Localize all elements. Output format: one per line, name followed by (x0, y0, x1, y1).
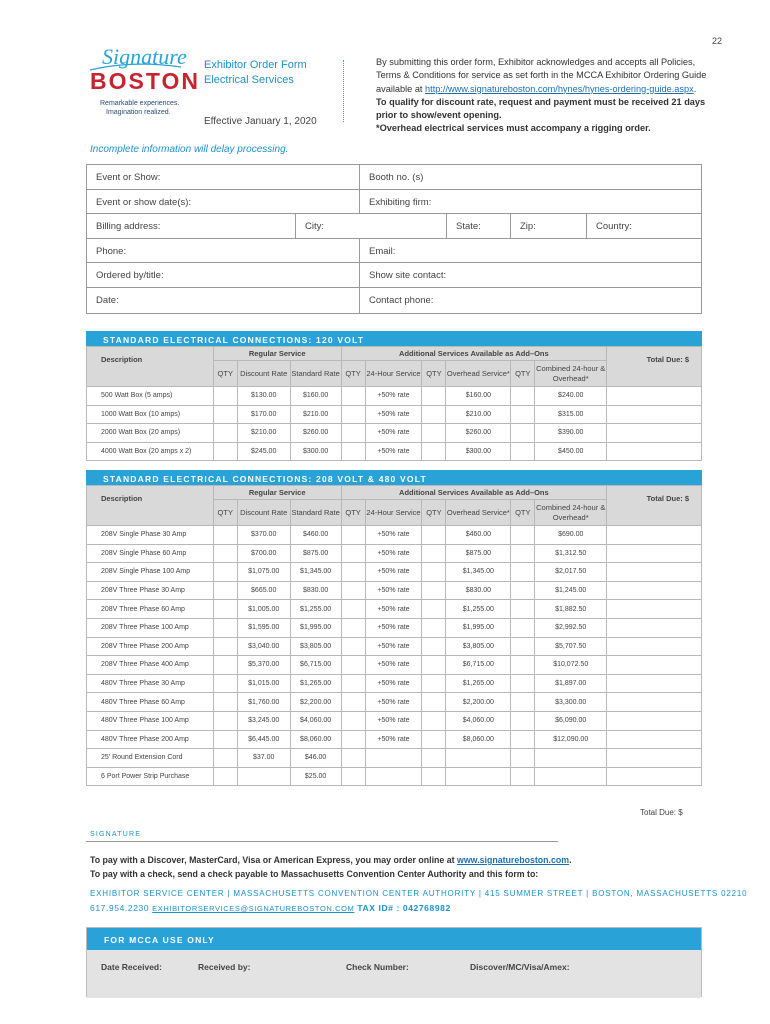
qty-combined-input[interactable] (511, 730, 535, 749)
standard-rate-cell: $8,060.00 (290, 730, 341, 749)
qty-overhead-input[interactable] (422, 581, 446, 600)
24hour-rate-cell: +50% rate (365, 387, 422, 406)
exhibiting-firm-field[interactable]: Exhibiting firm: (369, 196, 432, 208)
section-208-480v-title: STANDARD ELECTRICAL CONNECTIONS: 208 VOLT & 480 VOLT (86, 470, 702, 485)
qty-24hour-input[interactable] (341, 730, 365, 749)
standard-rate-cell: $25.00 (290, 767, 341, 786)
qty-overhead-input[interactable] (422, 544, 446, 563)
qty-24hour-input[interactable] (341, 581, 365, 600)
qty-overhead-input[interactable] (422, 693, 446, 712)
discount-rate-cell (237, 767, 290, 786)
grand-total-label: Total Due: $ (640, 808, 683, 817)
table-row (87, 693, 702, 712)
overhead-rate-cell: $1,265.00 (446, 674, 511, 693)
col-qty: QTY (341, 500, 365, 526)
qty-regular-input[interactable] (213, 693, 237, 712)
col-qty: QTY (511, 500, 535, 526)
total-due-input[interactable] (607, 749, 702, 768)
qty-regular-input[interactable] (213, 637, 237, 656)
group-additional: Additional Services Available as Add–Ons (341, 486, 607, 500)
total-due-input[interactable] (607, 581, 702, 600)
table-row (87, 656, 702, 675)
pay-check-instructions: To pay with a check, send a check payable to Massachusetts Convention Center Authority and this form to: (90, 869, 539, 879)
table-row (87, 711, 702, 730)
col-standard: Standard Rate (290, 361, 341, 387)
description-cell: 208V Single Phase 100 Amp (87, 563, 214, 582)
24hour-rate-cell (365, 749, 422, 768)
col-qty: QTY (213, 500, 237, 526)
qty-regular-input[interactable] (213, 674, 237, 693)
description-cell: 480V Three Phase 100 Amp (87, 711, 214, 730)
col-description: Description (87, 347, 214, 387)
combined-rate-cell: $5,707.50 (535, 637, 607, 656)
24hour-rate-cell (365, 767, 422, 786)
24hour-rate-cell: +50% rate (365, 674, 422, 693)
table-row (87, 767, 702, 786)
qty-regular-input[interactable] (213, 618, 237, 637)
zip-field[interactable]: Zip: (511, 214, 587, 238)
qty-overhead-input[interactable] (422, 656, 446, 675)
total-due-input[interactable] (607, 618, 702, 637)
standard-rate-cell: $2,200.00 (290, 693, 341, 712)
standard-rate-cell: $3,805.00 (290, 637, 341, 656)
24hour-rate-cell: +50% rate (365, 656, 422, 675)
pay-online-instructions: To pay with a Discover, MasterCard, Visa or American Express, you may order online at www.signatureboston.com. (90, 855, 572, 865)
combined-rate-cell: $1,882.50 (535, 600, 607, 619)
description-cell: 480V Three Phase 60 Amp (87, 693, 214, 712)
qty-24hour-input[interactable] (341, 693, 365, 712)
combined-rate-cell: $315.00 (535, 405, 607, 424)
qty-24hour-input[interactable] (341, 618, 365, 637)
combined-rate-cell: $1,897.00 (535, 674, 607, 693)
table-row (87, 749, 702, 768)
overhead-rate-cell: $210.00 (446, 405, 511, 424)
standard-rate-cell: $1,255.00 (290, 600, 341, 619)
discount-rate-cell: $5,370.00 (237, 656, 290, 675)
header-divider (343, 60, 344, 122)
qty-overhead-input[interactable] (422, 387, 446, 406)
col-qty: QTY (422, 361, 446, 387)
total-due-input[interactable] (607, 767, 702, 786)
date-received-field[interactable]: Date Received: (101, 962, 162, 972)
table-208-480v (86, 485, 702, 786)
combined-rate-cell: $390.00 (535, 424, 607, 443)
col-24hour: 24-Hour Service (365, 500, 422, 526)
event-dates-field[interactable]: Event or show date(s): (87, 190, 360, 214)
description-cell: 500 Watt Box (5 amps) (87, 387, 214, 406)
exhibitor-info-grid (86, 164, 702, 314)
standard-rate-cell: $460.00 (290, 526, 341, 545)
qty-combined-input[interactable] (511, 405, 535, 424)
qty-regular-input[interactable] (213, 730, 237, 749)
table-row (87, 526, 702, 545)
24hour-rate-cell: +50% rate (365, 693, 422, 712)
qty-combined-input[interactable] (511, 387, 535, 406)
table-row (87, 618, 702, 637)
combined-rate-cell: $6,090.00 (535, 711, 607, 730)
col-description: Description (87, 486, 214, 526)
col-standard: Standard Rate (290, 500, 341, 526)
col-combined: Combined 24-hour & Overhead* (535, 500, 607, 526)
table-row (87, 674, 702, 693)
qty-24hour-input[interactable] (341, 749, 365, 768)
col-qty: QTY (341, 361, 365, 387)
overhead-rate-cell: $830.00 (446, 581, 511, 600)
qty-combined-input[interactable] (511, 693, 535, 712)
24hour-rate-cell: +50% rate (365, 424, 422, 443)
discount-rate-cell: $1,595.00 (237, 618, 290, 637)
overhead-rate-cell: $8,060.00 (446, 730, 511, 749)
combined-rate-cell: $1,245.00 (535, 581, 607, 600)
col-total: Total Due: $ (607, 347, 702, 387)
discount-rate-cell: $37.00 (237, 749, 290, 768)
table-120v (86, 346, 702, 461)
booth-field[interactable]: Booth no. (s) (369, 172, 424, 183)
qty-24hour-input[interactable] (341, 442, 365, 461)
section-120v (86, 331, 702, 461)
contact-line (90, 903, 451, 913)
discount-rate-cell: $6,445.00 (237, 730, 290, 749)
standard-rate-cell: $830.00 (290, 581, 341, 600)
table-row (87, 544, 702, 563)
combined-rate-cell: $12,090.00 (535, 730, 607, 749)
card-field[interactable]: Discover/MC/Visa/Amex: (470, 962, 570, 972)
24hour-rate-cell: +50% rate (365, 730, 422, 749)
overhead-rate-cell: $6,715.00 (446, 656, 511, 675)
discount-rate-cell: $210.00 (237, 424, 290, 443)
standard-rate-cell: $1,345.00 (290, 563, 341, 582)
qty-regular-input[interactable] (213, 424, 237, 443)
combined-rate-cell: $240.00 (535, 387, 607, 406)
total-due-input[interactable] (607, 526, 702, 545)
qty-overhead-input[interactable] (422, 674, 446, 693)
discount-rate-cell: $1,015.00 (237, 674, 290, 693)
overhead-rate-cell: $4,060.00 (446, 711, 511, 730)
description-cell: 2000 Watt Box (20 amps) (87, 424, 214, 443)
qty-overhead-input[interactable] (422, 600, 446, 619)
total-due-input[interactable] (607, 693, 702, 712)
col-overhead: Overhead Service* (446, 500, 511, 526)
overhead-rate-cell: $460.00 (446, 526, 511, 545)
table-row (87, 387, 702, 406)
combined-rate-cell (535, 767, 607, 786)
combined-rate-cell (535, 749, 607, 768)
overhead-rate-cell: $2,200.00 (446, 693, 511, 712)
signature-boston-logo (88, 44, 200, 119)
24hour-rate-cell: +50% rate (365, 405, 422, 424)
table-row (87, 405, 702, 424)
overhead-rate-cell: $3,805.00 (446, 637, 511, 656)
table-row (87, 581, 702, 600)
col-qty: QTY (213, 361, 237, 387)
standard-rate-cell: $260.00 (290, 424, 341, 443)
24hour-rate-cell: +50% rate (365, 711, 422, 730)
overhead-notice: *Overhead electrical services must accompany a rigging order. (376, 123, 651, 134)
qty-overhead-input[interactable] (422, 749, 446, 768)
terms-notice: By submitting this order form, Exhibitor acknowledges and accepts all Policies, Terms & Conditions for service as set forth in the MCCA Exhibitor Ordering Guide available at http://www.signatureboston.com/hynes/hynes-ordering-guide.aspx. To qualify for discount rate, request and payment must be received 21 days prior to show/event opening. *Overhead electrical services must accompany a rigging order. (376, 56, 716, 136)
description-cell: 208V Three Phase 100 Amp (87, 618, 214, 637)
col-qty: QTY (511, 361, 535, 387)
qty-combined-input[interactable] (511, 544, 535, 563)
col-discount: Discount Rate (237, 500, 290, 526)
col-total: Total Due: $ (607, 486, 702, 526)
combined-rate-cell: $1,312.50 (535, 544, 607, 563)
qty-combined-input[interactable] (511, 711, 535, 730)
qty-regular-input[interactable] (213, 711, 237, 730)
discount-rate-cell: $130.00 (237, 387, 290, 406)
overhead-rate-cell: $875.00 (446, 544, 511, 563)
logo-tagline-1: Remarkable experiences. (100, 100, 180, 107)
incomplete-warning: Incomplete information will delay processing. (90, 144, 289, 155)
combined-rate-cell: $2,017.50 (535, 563, 607, 582)
qty-overhead-input[interactable] (422, 405, 446, 424)
table-row (87, 563, 702, 582)
total-due-input[interactable] (607, 424, 702, 443)
standard-rate-cell: $46.00 (290, 749, 341, 768)
signature-line[interactable] (86, 841, 558, 842)
description-cell: 208V Single Phase 60 Amp (87, 544, 214, 563)
qty-24hour-input[interactable] (341, 674, 365, 693)
standard-rate-cell: $1,995.00 (290, 618, 341, 637)
ordering-guide-link[interactable]: http://www.signatureboston.com/hynes/hynes-ordering-guide.aspx (425, 83, 694, 94)
total-due-input[interactable] (607, 674, 702, 693)
overhead-rate-cell (446, 749, 511, 768)
qty-overhead-input[interactable] (422, 637, 446, 656)
qty-regular-input[interactable] (213, 405, 237, 424)
qty-24hour-input[interactable] (341, 637, 365, 656)
24hour-rate-cell: +50% rate (365, 581, 422, 600)
qty-24hour-input[interactable] (341, 711, 365, 730)
description-cell: 208V Single Phase 30 Amp (87, 526, 214, 545)
col-discount: Discount Rate (237, 361, 290, 387)
qty-24hour-input[interactable] (341, 767, 365, 786)
qty-24hour-input[interactable] (341, 563, 365, 582)
qty-regular-input[interactable] (213, 600, 237, 619)
discount-rate-cell: $1,760.00 (237, 693, 290, 712)
total-due-input[interactable] (607, 442, 702, 461)
qty-regular-input[interactable] (213, 442, 237, 461)
24hour-rate-cell: +50% rate (365, 600, 422, 619)
qty-overhead-input[interactable] (422, 424, 446, 443)
qty-combined-input[interactable] (511, 767, 535, 786)
table-row (87, 442, 702, 461)
country-field[interactable]: Country: (596, 221, 632, 233)
24hour-rate-cell: +50% rate (365, 442, 422, 461)
qty-combined-input[interactable] (511, 563, 535, 582)
qty-24hour-input[interactable] (341, 656, 365, 675)
total-due-input[interactable] (607, 730, 702, 749)
section-120v-title: STANDARD ELECTRICAL CONNECTIONS: 120 VOLT (86, 331, 702, 346)
discount-rate-cell: $3,040.00 (237, 637, 290, 656)
qty-combined-input[interactable] (511, 581, 535, 600)
qty-24hour-input[interactable] (341, 544, 365, 563)
qty-overhead-input[interactable] (422, 730, 446, 749)
qty-combined-input[interactable] (511, 424, 535, 443)
group-regular: Regular Service (213, 347, 341, 361)
discount-rate-cell: $1,005.00 (237, 600, 290, 619)
combined-rate-cell: $690.00 (535, 526, 607, 545)
qty-24hour-input[interactable] (341, 387, 365, 406)
qty-regular-input[interactable] (213, 656, 237, 675)
standard-rate-cell: $210.00 (290, 405, 341, 424)
overhead-rate-cell: $300.00 (446, 442, 511, 461)
section-208-480v (86, 470, 702, 786)
description-cell: 208V Three Phase 200 Amp (87, 637, 214, 656)
24hour-rate-cell: +50% rate (365, 618, 422, 637)
tax-id: TAX ID# : 042768982 (357, 903, 451, 913)
total-due-input[interactable] (607, 405, 702, 424)
description-cell: 208V Three Phase 60 Amp (87, 600, 214, 619)
qty-overhead-input[interactable] (422, 618, 446, 637)
standard-rate-cell: $875.00 (290, 544, 341, 563)
form-title: Exhibitor Order Form (204, 59, 307, 71)
qty-regular-input[interactable] (213, 544, 237, 563)
qty-24hour-input[interactable] (341, 600, 365, 619)
discount-notice: To qualify for discount rate, request and payment must be received 21 days prior to show/event opening. (376, 96, 706, 121)
discount-rate-cell: $245.00 (237, 442, 290, 461)
signature-boston-link[interactable]: www.signatureboston.com (457, 855, 570, 865)
qty-overhead-input[interactable] (422, 526, 446, 545)
contact-phone-field[interactable]: Contact phone: (369, 294, 434, 306)
col-overhead: Overhead Service* (446, 361, 511, 387)
qty-combined-input[interactable] (511, 749, 535, 768)
check-number-field[interactable]: Check Number: (346, 962, 409, 972)
description-cell: 25' Round Extension Cord (87, 749, 214, 768)
pay-online-text: To pay with a Discover, MasterCard, Visa or American Express, you may order online at (90, 855, 457, 865)
logo-tagline-2: Imagination realized. (106, 109, 171, 116)
group-additional: Additional Services Available as Add–Ons (341, 347, 607, 361)
logo-wordmark: BOSTON (90, 68, 200, 94)
total-due-input[interactable] (607, 544, 702, 563)
qty-regular-input[interactable] (213, 387, 237, 406)
total-due-input[interactable] (607, 656, 702, 675)
combined-rate-cell: $3,300.00 (535, 693, 607, 712)
qty-overhead-input[interactable] (422, 442, 446, 461)
email-field[interactable]: Email: (369, 245, 396, 257)
combined-rate-cell: $2,992.50 (535, 618, 607, 637)
overhead-rate-cell: $1,995.00 (446, 618, 511, 637)
qty-overhead-input[interactable] (422, 711, 446, 730)
logo-script: Signature (102, 44, 187, 69)
contact-email-link[interactable]: EXHIBITORSERVICES@SIGNATUREBOSTON.COM (152, 904, 355, 913)
qty-combined-input[interactable] (511, 442, 535, 461)
standard-rate-cell: $4,060.00 (290, 711, 341, 730)
standard-rate-cell: $300.00 (290, 442, 341, 461)
description-cell: 6 Port Power Strip Purchase (87, 767, 214, 786)
standard-rate-cell: $6,715.00 (290, 656, 341, 675)
qty-regular-input[interactable] (213, 563, 237, 582)
total-due-input[interactable] (607, 600, 702, 619)
received-by-field[interactable]: Received by: (198, 962, 251, 972)
table-row (87, 637, 702, 656)
standard-rate-cell: $1,265.00 (290, 674, 341, 693)
qty-combined-input[interactable] (511, 674, 535, 693)
terms-text: By submitting this order form, Exhibitor acknowledges and accepts all Policies, Terms & Conditions for service as set forth in the MCCA Exhibitor Ordering Guide available at (376, 57, 707, 94)
qty-overhead-input[interactable] (422, 563, 446, 582)
description-cell: 208V Three Phase 400 Amp (87, 656, 214, 675)
col-qty: QTY (422, 500, 446, 526)
24hour-rate-cell: +50% rate (365, 637, 422, 656)
qty-24hour-input[interactable] (341, 405, 365, 424)
qty-combined-input[interactable] (511, 637, 535, 656)
description-cell: 1000 Watt Box (10 amps) (87, 405, 214, 424)
table-row (87, 424, 702, 443)
qty-24hour-input[interactable] (341, 526, 365, 545)
col-24hour: 24-Hour Service (365, 361, 422, 387)
page-number: 22 (711, 36, 722, 46)
description-cell: 480V Three Phase 200 Amp (87, 730, 214, 749)
table-row (87, 730, 702, 749)
24hour-rate-cell: +50% rate (365, 563, 422, 582)
24hour-rate-cell: +50% rate (365, 544, 422, 563)
total-due-input[interactable] (607, 637, 702, 656)
discount-rate-cell: $1,075.00 (237, 563, 290, 582)
mailing-address: EXHIBITOR SERVICE CENTER | MASSACHUSETTS CONVENTION CENTER AUTHORITY | 415 SUMMER STREET | BOSTON, MASSACHUSETTS 02210 (90, 889, 748, 898)
overhead-rate-cell: $1,255.00 (446, 600, 511, 619)
overhead-rate-cell: $160.00 (446, 387, 511, 406)
signature-label: SIGNATURE (90, 831, 142, 838)
qty-combined-input[interactable] (511, 618, 535, 637)
qty-regular-input[interactable] (213, 767, 237, 786)
total-due-input[interactable] (607, 387, 702, 406)
qty-overhead-input[interactable] (422, 767, 446, 786)
table-row (87, 600, 702, 619)
discount-rate-cell: $370.00 (237, 526, 290, 545)
qty-regular-input[interactable] (213, 526, 237, 545)
description-cell: 208V Three Phase 30 Amp (87, 581, 214, 600)
billing-address-field[interactable]: Billing address: (87, 214, 296, 238)
discount-rate-cell: $170.00 (237, 405, 290, 424)
qty-regular-input[interactable] (213, 749, 237, 768)
description-cell: 480V Three Phase 30 Amp (87, 674, 214, 693)
standard-rate-cell: $160.00 (290, 387, 341, 406)
state-field[interactable]: State: (447, 214, 511, 238)
event-field[interactable]: Event or Show: (87, 165, 360, 189)
overhead-rate-cell: $260.00 (446, 424, 511, 443)
qty-combined-input[interactable] (511, 600, 535, 619)
form-subtitle: Electrical Services (204, 74, 294, 86)
qty-24hour-input[interactable] (341, 424, 365, 443)
date-field[interactable]: Date: (87, 288, 360, 313)
discount-rate-cell: $665.00 (237, 581, 290, 600)
contact-phone: 617.954.2230 (90, 903, 150, 913)
total-due-input[interactable] (607, 711, 702, 730)
discount-rate-cell: $3,245.00 (237, 711, 290, 730)
qty-regular-input[interactable] (213, 581, 237, 600)
qty-combined-input[interactable] (511, 526, 535, 545)
qty-combined-input[interactable] (511, 656, 535, 675)
mcca-title: FOR MCCA USE ONLY (87, 928, 701, 950)
discount-rate-cell: $700.00 (237, 544, 290, 563)
group-regular: Regular Service (213, 486, 341, 500)
ordered-by-field[interactable]: Ordered by/title: (87, 263, 360, 287)
col-combined: Combined 24-hour & Overhead* (535, 361, 607, 387)
phone-field[interactable]: Phone: (87, 239, 360, 263)
description-cell: 4000 Watt Box (20 amps x 2) (87, 442, 214, 461)
overhead-rate-cell (446, 767, 511, 786)
site-contact-field[interactable]: Show site contact: (369, 270, 447, 282)
24hour-rate-cell: +50% rate (365, 526, 422, 545)
total-due-input[interactable] (607, 563, 702, 582)
combined-rate-cell: $450.00 (535, 442, 607, 461)
overhead-rate-cell: $1,345.00 (446, 563, 511, 582)
combined-rate-cell: $10,072.50 (535, 656, 607, 675)
effective-date: Effective January 1, 2020 (204, 116, 317, 127)
city-field[interactable]: City: (296, 214, 447, 238)
mcca-use-only-box (86, 927, 702, 997)
